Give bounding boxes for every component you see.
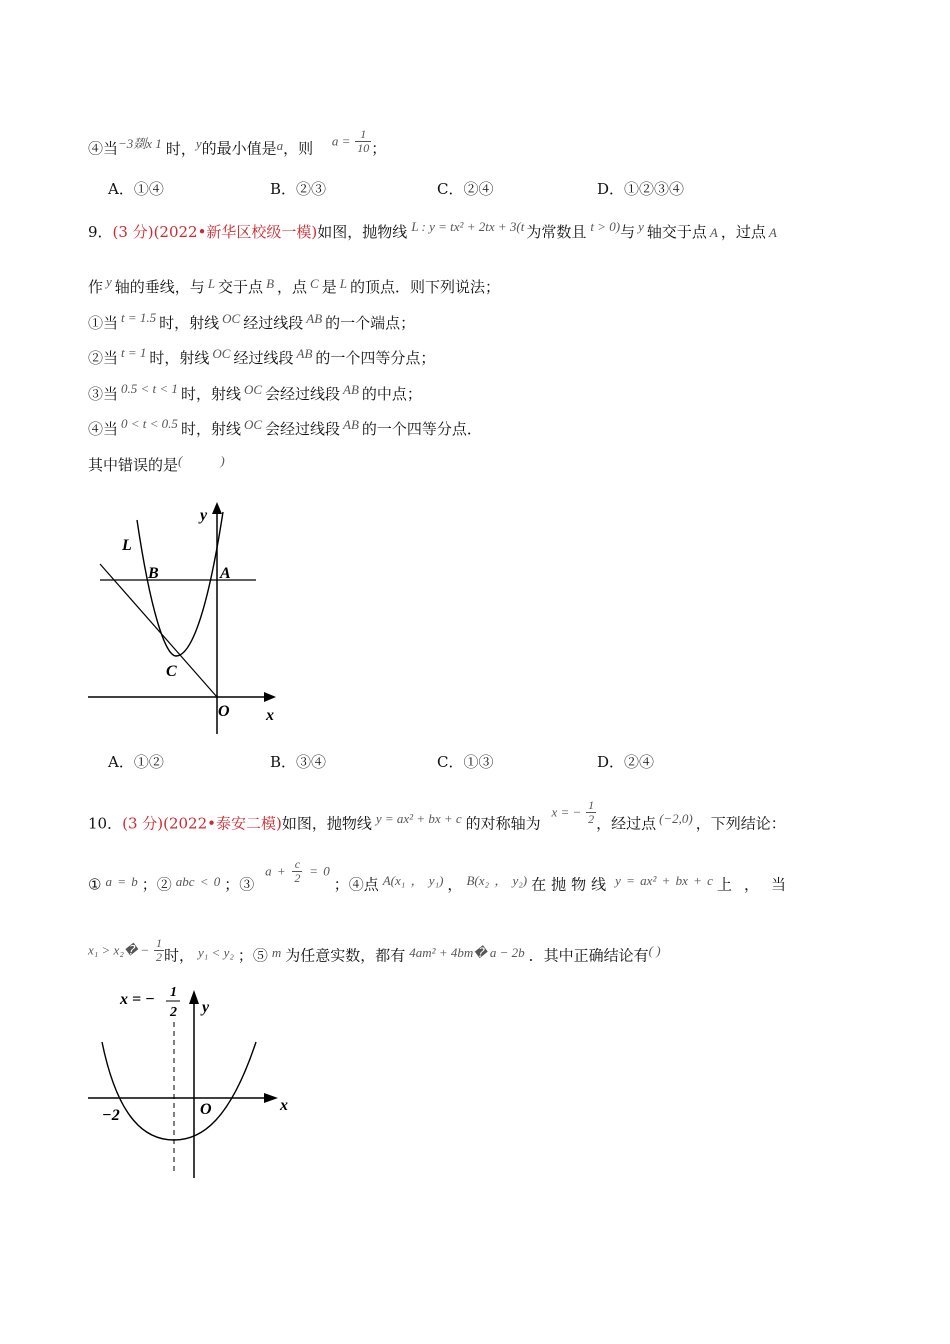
q10-l3-f2: y₁ < y₂ — [198, 944, 234, 960]
q9-item3-ray: OC — [243, 382, 263, 397]
q10-l3-m: m — [271, 944, 282, 960]
q10-f3-num: c — [292, 858, 302, 872]
q10-l3-s4: ．其中正确结论有 — [528, 946, 649, 965]
q9-stem-line1 — [88, 219, 777, 243]
q9-item2-mid: 时，射线 — [149, 349, 210, 367]
q8-option-b[interactable]: B．②③ — [270, 180, 327, 198]
q10-fig-x: x — [280, 1097, 288, 1114]
q9-item1-seg: AB — [306, 311, 323, 326]
q9-item4-pre: ④当 — [88, 420, 119, 438]
q9-y-arrow-icon — [212, 502, 222, 514]
q8-var-y: y — [195, 135, 202, 151]
q10-s3: ；④点 — [333, 875, 379, 894]
q9-option-d[interactable]: D．②④ — [597, 753, 655, 771]
q9-x-arrow-icon — [264, 692, 276, 702]
q9-item3-pre: ③当 — [88, 385, 119, 403]
q9-item1-pre: ①当 — [88, 314, 119, 332]
q9-item3-mid2: 会经过线段 — [265, 385, 341, 403]
q10-text2: 的对称轴为 — [465, 814, 541, 833]
q9-item — [88, 345, 436, 369]
q10-y-arrow-icon — [189, 990, 199, 1004]
q9-l2-b-pt: B — [266, 276, 275, 291]
q10-f3-frac — [292, 858, 302, 885]
q9-item2-seg: AB — [296, 346, 313, 361]
q8-var-a: a — [276, 137, 284, 153]
q9-item3-cond: 0.5 < t < 1 — [121, 381, 178, 396]
q9-option-c[interactable]: C．①③ — [437, 753, 494, 771]
q9-l2-e: 是 — [321, 278, 337, 296]
q8-a-eq — [332, 128, 371, 155]
q9-label-b: B — [148, 565, 159, 582]
q10-fig-neg2: −2 — [102, 1107, 120, 1124]
q9-item1-mid2: 经过线段 — [243, 314, 304, 332]
q9-label-y: y — [200, 507, 208, 524]
q9-option-a[interactable]: A．①② — [108, 753, 164, 771]
q9-formula: L : y = tx² + 2tx + 3(t — [411, 219, 525, 234]
q8-item4 — [88, 127, 387, 163]
q10-point: (−2,0) — [659, 810, 693, 826]
q10-l3-num: 1 — [156, 936, 162, 950]
q10-c1: ① — [88, 875, 102, 894]
q9-label-o: O — [218, 703, 230, 720]
q9-item2-post: 的一个四等分点； — [315, 349, 436, 367]
q9-figure — [80, 498, 290, 738]
q10-l3-s1: 时， — [164, 946, 195, 965]
q10-parabola — [102, 1042, 256, 1140]
q9-l2-d: ，点 — [277, 278, 308, 296]
q9-l2-y: y — [106, 274, 112, 289]
q10-comma: ， — [447, 875, 463, 894]
q8-frac-num: 1 — [355, 128, 371, 142]
q9-item3-mid: 时，射线 — [180, 385, 241, 403]
q10-s1: ；② — [141, 875, 172, 894]
q9-item — [88, 381, 422, 405]
q9-text4: 轴交于点 — [646, 223, 707, 241]
q8-minval: 的最小值是 — [201, 139, 277, 158]
q9-item1-ray: OC — [222, 311, 241, 326]
q9-source: (3 分)(2022•新华区校级一模) — [112, 223, 318, 241]
q8-when: 时， — [165, 139, 196, 158]
q9-option-b[interactable]: B．③④ — [270, 753, 327, 771]
q8-option-a[interactable]: A．①④ — [108, 180, 164, 198]
q10-text1: 如图，抛物线 — [281, 814, 372, 833]
q10-fig-y: y — [202, 999, 210, 1016]
q8-a-eq-lhs: a = — [331, 133, 351, 149]
q10-axis-den: 2 — [588, 812, 595, 826]
q10-axis-num: 1 — [588, 798, 595, 812]
q10-x-arrow-icon — [264, 1093, 278, 1103]
q10-source: (3 分)(2022•泰安二模) — [122, 814, 282, 833]
q10-l3-frac — [154, 937, 164, 964]
q10-s5: 上，当 — [716, 875, 798, 894]
q9-label-l: L — [122, 537, 132, 554]
q9-label-c: C — [166, 663, 177, 680]
q10-f4: y = ax² + bx + c — [615, 872, 713, 888]
q9-item4-mid: 时，射线 — [180, 420, 241, 438]
q9-item4-cond: 0 < t < 0.5 — [121, 416, 178, 431]
q9-parabola — [137, 512, 223, 656]
q9-question-text: 其中错误的是 — [88, 456, 179, 474]
q9-item2-ray: OC — [212, 346, 231, 361]
q10-formula: y = ax² + bx + c — [375, 810, 462, 826]
q10-l3-f1: x₁ > x₂� − — [88, 942, 150, 958]
q8-fraction — [355, 128, 371, 155]
q9-text5: ，过点 — [720, 223, 766, 241]
q9-item2-pre: ②当 — [88, 349, 119, 367]
q10-s2: ；③ — [224, 875, 255, 894]
q10-f2: abc < 0 — [175, 873, 221, 889]
q10-pb: B(x₂ ， y₂) — [466, 872, 528, 888]
q8-frac-den: 10 — [357, 141, 370, 155]
q10-l3-s2: ；⑤ — [237, 946, 268, 965]
q10-f3-a: a + — [265, 863, 286, 879]
q9-l2-l2: L — [339, 276, 347, 291]
q9-item4-post: 的一个四等分点． — [361, 420, 482, 438]
q9-text1: 如图，抛物线 — [317, 223, 408, 241]
q9-text3: 与 — [620, 223, 636, 241]
q10-fig-num: 1 — [170, 985, 177, 1000]
q10-axis-lhs: x = − — [551, 804, 582, 820]
q10-l3-den: 2 — [156, 950, 162, 964]
q8-item4-circle: ④当 — [88, 139, 119, 158]
q10-figure — [80, 982, 310, 1182]
q10-f3-den: 2 — [294, 871, 301, 885]
q9-label-a: A — [220, 565, 231, 582]
q9-item4-ray: OC — [243, 417, 263, 432]
q9-item3-seg: AB — [343, 382, 359, 397]
q9-var-a: A — [709, 225, 718, 240]
q9-l2-c-pt: C — [310, 276, 319, 291]
q10-fig-den: 2 — [170, 1005, 177, 1020]
q9-var-y: y — [638, 219, 644, 234]
q9-number: 9． — [88, 223, 113, 241]
q9-label-x: x — [266, 707, 274, 724]
q9-item1-post: 的一个端点； — [325, 314, 416, 332]
q10-fig-axis-lhs: x = − — [120, 991, 155, 1008]
q9-item — [88, 310, 416, 334]
q10-axis-frac — [586, 799, 596, 826]
q9-l2-c: 交于点 — [218, 278, 264, 296]
q9-question — [88, 455, 225, 476]
q10-stem-line1 — [88, 798, 786, 838]
q9-l2-b: 轴的垂线，与 — [114, 278, 205, 296]
q9-item4-mid2: 会经过线段 — [265, 420, 341, 438]
q9-item2-mid2: 经过线段 — [233, 349, 294, 367]
q8-then: ，则 — [283, 139, 314, 158]
q8-end: ； — [371, 139, 387, 158]
q10-l3-cond — [88, 937, 164, 964]
q9-item2-cond: t = 1 — [121, 345, 147, 360]
q10-l3-paren: ( ) — [648, 942, 661, 958]
q9-paren-open: ( — [178, 453, 183, 468]
q9-item3-post: 的中点； — [361, 385, 422, 403]
q9-l2-l: L — [207, 276, 216, 291]
q10-l3-f3: 4am² + 4bm� a − 2b — [409, 944, 525, 960]
q10-l3-s3: 为任意实数，都有 — [285, 946, 406, 965]
q9-var-a2: A — [768, 225, 777, 240]
q9-item1-cond: t = 1.5 — [121, 310, 157, 325]
q10-s4: 在抛物线 — [531, 875, 612, 894]
q10-text4: ，下列结论： — [695, 814, 786, 833]
q9-item1-mid: 时，射线 — [159, 314, 220, 332]
q9-line-oc — [100, 564, 217, 697]
q10-axis-eq — [551, 799, 596, 826]
q10-f3 — [265, 858, 330, 885]
q10-number: 10． — [88, 814, 123, 833]
q10-fig-o: O — [200, 1101, 212, 1118]
q10-f1: a = b — [105, 873, 138, 889]
q8-range: −3剟x 1 — [118, 135, 162, 151]
q9-l2-f: 的顶点．则下列说法； — [349, 278, 500, 296]
q10-f3-b: = 0 — [309, 863, 330, 879]
q8-option-c[interactable]: C．②④ — [437, 180, 494, 198]
q10-text3: ，经过点 — [596, 814, 657, 833]
q9-cond: t > 0) — [590, 219, 621, 234]
q9-text2: 为常数且 — [526, 223, 587, 241]
q10-stem-line2 — [88, 857, 798, 899]
q9-item — [88, 416, 482, 440]
q9-item4-seg: AB — [343, 417, 359, 432]
q9-stem-line2 — [88, 274, 500, 298]
q9-paren-close: ) — [220, 453, 225, 468]
q10-pa: A(x₁ ， y₁) — [382, 872, 444, 888]
q9-l2-a: 作 — [88, 278, 104, 296]
q10-stem-line3 — [88, 936, 661, 970]
q8-option-d[interactable]: D．①②③④ — [597, 180, 685, 198]
